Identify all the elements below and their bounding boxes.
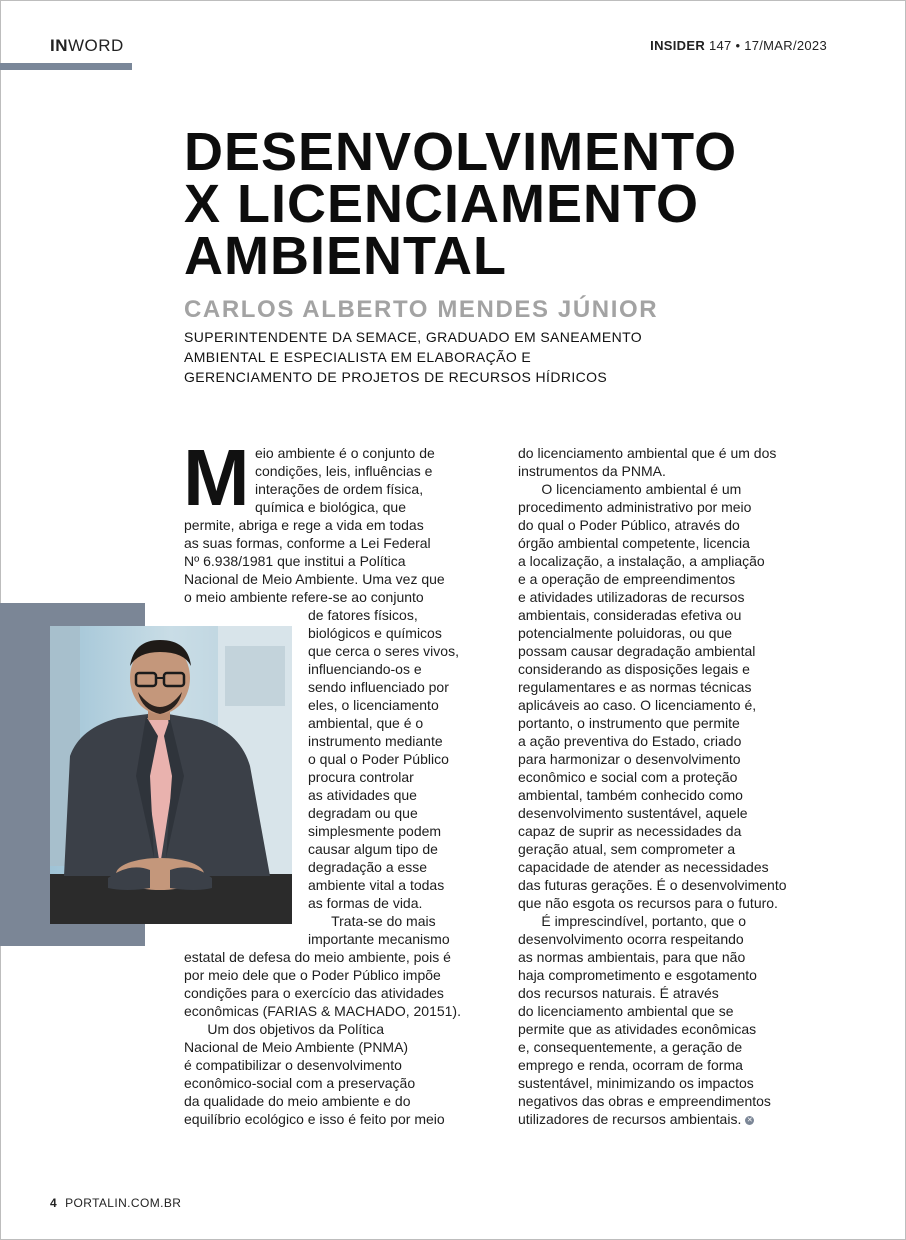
text-line: as atividades que xyxy=(308,787,417,803)
issue-info xyxy=(650,38,827,53)
text-line: sendo influenciado por xyxy=(308,679,449,695)
text-line: e, consequentemente, a geração de xyxy=(518,1039,743,1055)
page-number: 4 xyxy=(50,1196,58,1210)
text-line: biológicos e químicos xyxy=(308,625,442,641)
text-line: eio ambiente é o conjunto de xyxy=(255,445,435,461)
text-line: sustentável, minimizando os impactos xyxy=(518,1075,754,1091)
bio-line: GERENCIAMENTO DE PROJETOS DE RECURSOS HÍDRICOS xyxy=(184,369,608,385)
text-line: negativos das obras e empreendimentos xyxy=(518,1093,771,1109)
text-line: das futuras gerações. É o desenvolvimento xyxy=(518,877,787,893)
text-line: Trata-se do mais xyxy=(308,913,436,929)
article-title xyxy=(184,122,824,286)
column-2 xyxy=(518,444,818,1128)
text-line: econômico-social com a preservação xyxy=(184,1075,416,1091)
text-line: que cerca o seres vivos, xyxy=(308,643,459,659)
text-line: e atividades utilizadoras de recursos xyxy=(518,589,745,605)
text-line: capaz de suprir as necessidades da xyxy=(518,823,742,839)
text-line: do licenciamento ambiental que se xyxy=(518,1003,734,1019)
text-line: condições, leis, influências e xyxy=(255,463,433,479)
text-line: permite, abriga e rege a vida em todas xyxy=(184,517,424,533)
text-line: É imprescindível, portanto, que o xyxy=(518,913,747,929)
text-line: a ação preventiva do Estado, criado xyxy=(518,733,742,749)
text-line: influenciando-os e xyxy=(308,661,422,677)
text-line: Um dos objetivos da Política xyxy=(184,1021,384,1037)
text-line: do licenciamento ambiental que é um dos xyxy=(518,445,777,461)
text-line: simplesmente podem xyxy=(308,823,442,839)
column-1-b xyxy=(184,948,480,1128)
text-line: o qual o Poder Público xyxy=(308,751,449,767)
text-line: por meio dele que o Poder Público impõe xyxy=(184,967,441,983)
text-line: procura controlar xyxy=(308,769,414,785)
text-line: ambiente vital a todas xyxy=(308,877,445,893)
section-label xyxy=(50,36,124,56)
text-line: química e biológica, que xyxy=(255,499,406,515)
author-portrait-image xyxy=(50,626,292,924)
text-line: para harmonizar o desenvolvimento xyxy=(518,751,741,767)
author-name: CARLOS ALBERTO MENDES JÚNIOR xyxy=(184,296,659,323)
section-bar xyxy=(0,63,132,70)
text-line: portanto, o instrumento que permite xyxy=(518,715,740,731)
text-line: capacidade de atender as necessidades xyxy=(518,859,769,875)
issue-name: INSIDER xyxy=(650,38,706,53)
footer-site: PORTALIN.COM.BR xyxy=(65,1196,182,1210)
text-line: considerando as disposições legais e xyxy=(518,661,750,677)
drop-cap: M xyxy=(183,433,250,522)
text-line: eles, o licenciamento xyxy=(308,697,439,713)
text-line: instrumento mediante xyxy=(308,733,443,749)
text-line: do qual o Poder Público, através do xyxy=(518,517,740,533)
text-line-last-text: utilizadores de recursos ambientais. xyxy=(518,1111,742,1127)
title-line: AMBIENTAL xyxy=(184,226,507,286)
section-label-bold: IN xyxy=(50,36,68,55)
text-line: potencialmente poluidoras, ou que xyxy=(518,625,733,641)
text-line: que não esgota os recursos para o futuro. xyxy=(518,895,778,911)
column-1-a xyxy=(184,516,480,606)
text-line: da qualidade do meio ambiente e do xyxy=(184,1093,411,1109)
text-line: O licenciamento ambiental é um xyxy=(518,481,742,497)
page-footer xyxy=(50,1196,181,1210)
text-line-last xyxy=(518,1110,818,1128)
text-line: regulamentares e as normas técnicas xyxy=(518,679,752,695)
author-bio xyxy=(184,327,642,387)
text-line: importante mecanismo xyxy=(308,931,450,947)
text-line: estatal de defesa do meio ambiente, pois é xyxy=(184,949,451,965)
text-line: permite que as atividades econômicas xyxy=(518,1021,757,1037)
text-line: é compatibilizar o desenvolvimento xyxy=(184,1057,402,1073)
text-line: as formas de vida. xyxy=(308,895,423,911)
text-line: haja comprometimento e esgotamento xyxy=(518,967,757,983)
text-line: emprego e renda, ocorram de forma xyxy=(518,1057,743,1073)
end-of-article-icon: ✕ xyxy=(746,1116,753,1124)
text-line: causar algum tipo de xyxy=(308,841,438,857)
text-line: econômicas (FARIAS & MACHADO, 20151). xyxy=(184,1003,461,1019)
text-line: ambientais, consideradas efetiva ou xyxy=(518,607,742,623)
text-line: a localização, a instalação, a ampliação xyxy=(518,553,765,569)
text-line: possam causar degradação ambiental xyxy=(518,643,756,659)
bio-line: SUPERINTENDENTE DA SEMACE, GRADUADO EM SANEAMENTO xyxy=(184,329,643,345)
title-line: DESENVOLVIMENTO xyxy=(184,122,738,182)
text-line: ambiental, também conhecido como xyxy=(518,787,743,803)
text-line: dos recursos naturais. É através xyxy=(518,985,719,1001)
title-line: X LICENCIAMENTO xyxy=(184,174,700,234)
text-line: interações de ordem física, xyxy=(255,481,424,497)
column-1-top xyxy=(255,444,480,516)
text-line: as normas ambientais, para que não xyxy=(518,949,746,965)
text-line: equilíbrio ecológico e isso é feito por meio xyxy=(184,1111,445,1127)
text-line: as suas formas, conforme a Lei Federal xyxy=(184,535,431,551)
author-photo xyxy=(50,626,292,924)
issue-details: 147 • 17/MAR/2023 xyxy=(708,38,827,53)
column-1-narrow xyxy=(308,606,480,948)
text-line: condições para o exercício das atividades xyxy=(184,985,444,1001)
text-line: o meio ambiente refere-se ao conjunto xyxy=(184,589,424,605)
text-line: ambiental, que é o xyxy=(308,715,424,731)
text-line: Nº 6.938/1981 que institui a Política xyxy=(184,553,406,569)
text-line: degradam ou que xyxy=(308,805,418,821)
text-line: Nacional de Meio Ambiente. Uma vez que xyxy=(184,571,445,587)
text-line: desenvolvimento sustentável, aquele xyxy=(518,805,748,821)
text-line: e a operação de empreendimentos xyxy=(518,571,736,587)
text-line: econômico e social com a proteção xyxy=(518,769,738,785)
text-line: degradação a esse xyxy=(308,859,428,875)
text-line: desenvolvimento ocorra respeitando xyxy=(518,931,744,947)
text-line: Nacional de Meio Ambiente (PNMA) xyxy=(184,1039,409,1055)
section-label-rest: WORD xyxy=(68,36,124,55)
text-line: aplicáveis ao caso. O licenciamento é, xyxy=(518,697,757,713)
text-line: instrumentos da PNMA. xyxy=(518,463,666,479)
text-line: geração atual, sem comprometer a xyxy=(518,841,736,857)
text-line: de fatores físicos, xyxy=(308,607,418,623)
bio-line: AMBIENTAL E ESPECIALISTA EM ELABORAÇÃO E xyxy=(184,349,532,365)
text-line: procedimento administrativo por meio xyxy=(518,499,752,515)
text-line: órgão ambiental competente, licencia xyxy=(518,535,750,551)
